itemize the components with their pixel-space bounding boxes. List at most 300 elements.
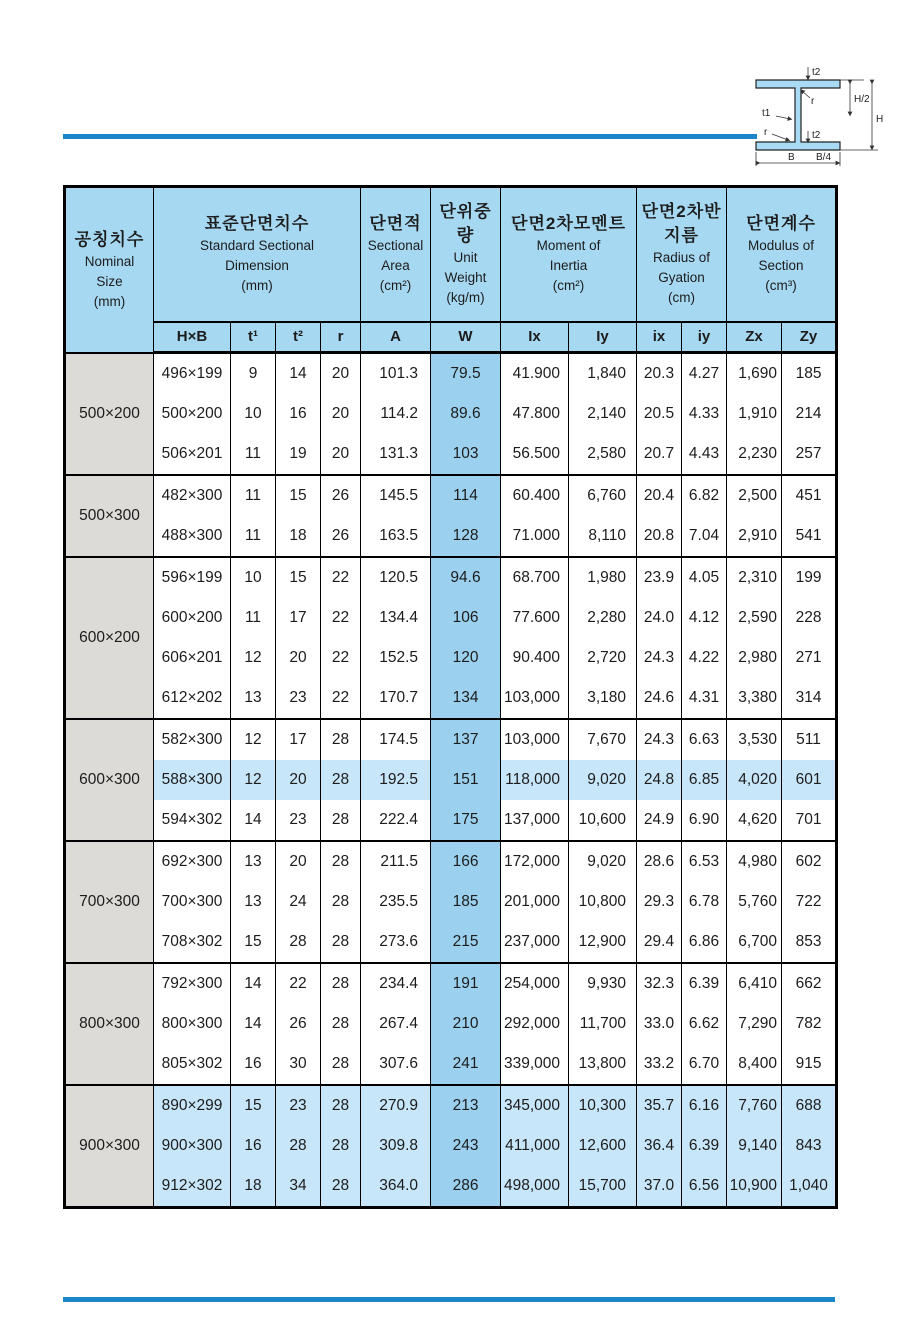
value-hb: 482×300 [161, 487, 223, 504]
value-irx: 29.4 [643, 933, 675, 950]
label-h-half: H/2 [854, 94, 870, 105]
value-t1: 12 [244, 731, 262, 748]
value-w: 210 [452, 1015, 479, 1032]
value-hb: 596×199 [161, 569, 223, 586]
value-imy: 9,930 [587, 975, 627, 992]
nominal-size-cell: 500×300 [65, 475, 154, 557]
label-b: B [788, 152, 795, 163]
value-iry: 6.39 [688, 1137, 720, 1154]
value-zx: 2,980 [738, 649, 778, 666]
nominal-size-cell: 600×300 [65, 719, 154, 841]
header-weight-en2: Weight [444, 270, 487, 286]
value-t1: 15 [244, 933, 262, 950]
value-imx: 41.900 [512, 365, 561, 382]
label-r-lower: r [764, 127, 768, 138]
value-imy: 2,280 [587, 609, 627, 626]
column-t2-cell [276, 353, 321, 476]
value-iry: 4.12 [688, 609, 720, 626]
value-w: 128 [452, 527, 479, 544]
value-r: 28 [331, 1055, 350, 1072]
group-row [65, 719, 837, 841]
header-radius-ko: 단면2차반지름 [641, 202, 722, 246]
value-imx: 118,000 [501, 760, 568, 800]
value-zx: 7,290 [738, 1015, 778, 1032]
label-t1: t1 [762, 108, 771, 119]
header-unit-weight [431, 187, 501, 322]
column-hb-cell [154, 475, 231, 557]
column-imx-cell [501, 1085, 569, 1208]
value-t1: 14 [244, 811, 262, 828]
column-iry-cell [682, 557, 727, 719]
value-imx: 56.500 [512, 445, 561, 462]
value-hb: 488×300 [161, 527, 223, 544]
value-zy: 602 [795, 853, 822, 870]
column-zy-cell [782, 557, 837, 719]
value-a: 222.4 [379, 811, 419, 828]
value-irx: 35.7 [643, 1097, 675, 1114]
value-imx: 201,000 [503, 893, 561, 910]
subheader-ix-radius: ix [637, 322, 682, 353]
value-imx: 411,000 [505, 1137, 561, 1154]
subheader-ix-moment: Ix [501, 322, 569, 353]
value-zx: 1,910 [738, 405, 778, 422]
value-zy: 662 [795, 975, 822, 992]
column-imx-cell [501, 557, 569, 719]
column-r-cell [321, 1085, 361, 1208]
header-area-en2: Area [381, 258, 410, 274]
column-zx-cell [727, 841, 782, 963]
nominal-size-cell: 500×200 [65, 353, 154, 476]
table-subheader-row [65, 322, 837, 353]
value-hb: 612×202 [161, 689, 223, 706]
value-zx: 1,690 [738, 365, 778, 382]
value-a: 364.0 [379, 1177, 419, 1194]
value-zy: 853 [795, 933, 822, 950]
value-zy: 688 [795, 1097, 822, 1114]
value-hb: 708×302 [161, 933, 223, 950]
column-t1-cell [231, 719, 276, 841]
value-zx: 4,020 [727, 760, 781, 800]
value-t2: 28 [289, 1137, 307, 1154]
column-iry-cell [682, 719, 727, 841]
column-a-cell [361, 841, 431, 963]
value-imy: 12,600 [578, 1137, 627, 1154]
column-irx-cell [637, 963, 682, 1085]
column-t2-cell [276, 475, 321, 557]
column-imy-cell [569, 719, 637, 841]
value-r: 26 [331, 487, 350, 504]
nominal-size-cell: 900×300 [65, 1085, 154, 1208]
column-zy-cell [782, 475, 837, 557]
group-row [65, 557, 837, 719]
value-a: 273.6 [379, 933, 419, 950]
value-a: 235.5 [379, 893, 419, 910]
value-imy: 2,580 [587, 445, 627, 462]
value-iry: 6.86 [688, 933, 720, 950]
column-a-cell [361, 963, 431, 1085]
column-t2-cell [276, 841, 321, 963]
value-hb: 912×302 [161, 1177, 223, 1194]
column-r-cell [321, 353, 361, 476]
value-w: 243 [452, 1137, 479, 1154]
column-hb-cell [154, 963, 231, 1085]
value-zy: 185 [795, 365, 822, 382]
value-hb: 594×302 [161, 811, 223, 828]
column-t1-cell [231, 353, 276, 476]
value-r: 20 [331, 445, 350, 462]
group-row [65, 475, 837, 557]
value-t2: 14 [289, 365, 307, 382]
value-a: 234.4 [379, 975, 419, 992]
value-irx: 24.6 [643, 689, 675, 706]
value-zy: 601 [782, 760, 835, 800]
value-imy: 10,600 [578, 811, 627, 828]
value-w: 213 [452, 1097, 479, 1114]
value-w: 215 [452, 933, 479, 950]
value-t2: 28 [289, 933, 307, 950]
value-r: 28 [331, 853, 350, 870]
value-t2: 30 [289, 1055, 307, 1072]
header-nominal-en2: Size [96, 273, 123, 289]
header-area-en1: Sectional [367, 238, 424, 254]
value-r: 22 [331, 569, 350, 586]
value-w: 103 [452, 445, 479, 462]
value-w: 185 [452, 893, 479, 910]
value-a: 309.8 [379, 1137, 419, 1154]
value-imx: 68.700 [512, 569, 561, 586]
column-imy-cell [569, 475, 637, 557]
header-dimension-en2: Dimension [225, 258, 289, 274]
value-hb: 792×300 [161, 975, 223, 992]
nominal-size-cell: 800×300 [65, 963, 154, 1085]
subheader-t1: t¹ [231, 322, 276, 353]
value-t2: 23 [289, 811, 307, 828]
column-a-cell [361, 475, 431, 557]
value-imx: 498,000 [503, 1177, 561, 1194]
value-iry: 4.22 [688, 649, 720, 666]
column-t2-cell [276, 963, 321, 1085]
value-hb: 606×201 [161, 649, 223, 666]
value-zy: 214 [795, 405, 822, 422]
value-irx: 24.0 [643, 609, 675, 626]
column-w-cell [431, 1085, 501, 1208]
column-r-cell [321, 557, 361, 719]
column-imy-cell [569, 353, 637, 476]
value-w: 191 [452, 975, 479, 992]
value-t2: 24 [289, 893, 307, 910]
header-dimension-unit: (mm) [241, 278, 273, 294]
header-inertia-ko: 단면2차모멘트 [511, 214, 627, 234]
value-a: 120.5 [379, 569, 419, 586]
value-zx: 2,500 [738, 487, 778, 504]
h-beam-section-diagram [746, 64, 886, 172]
value-hb: 500×200 [161, 405, 223, 422]
value-w: 286 [452, 1177, 479, 1194]
value-a: 101.3 [379, 365, 419, 382]
value-t2: 22 [289, 975, 307, 992]
header-sectional-area [361, 187, 431, 322]
value-r: 28 [331, 893, 350, 910]
value-a: 192.5 [361, 760, 430, 800]
value-irx: 23.9 [643, 569, 675, 586]
column-t2-cell [276, 557, 321, 719]
value-zx: 2,910 [738, 527, 778, 544]
value-imy: 2,720 [587, 649, 627, 666]
value-zx: 4,980 [738, 853, 778, 870]
value-irx: 20.4 [643, 487, 675, 504]
value-imx: 237,000 [503, 933, 561, 950]
value-iry: 6.90 [688, 811, 720, 828]
value-t1: 10 [244, 405, 262, 422]
header-radius-unit: (cm) [668, 290, 696, 306]
value-t1: 11 [244, 445, 262, 462]
value-zy: 1,040 [789, 1177, 828, 1194]
value-irx: 20.8 [643, 527, 675, 544]
column-imx-cell [501, 963, 569, 1085]
value-iry: 6.70 [688, 1055, 720, 1072]
subheader-hb: H×B [154, 322, 231, 353]
header-weight-unit: (kg/m) [446, 290, 485, 306]
value-zy: 541 [795, 527, 822, 544]
value-zy: 722 [795, 893, 822, 910]
value-iry: 6.78 [688, 893, 720, 910]
value-imx: 339,000 [503, 1055, 561, 1072]
column-imx-cell [501, 841, 569, 963]
subheader-iy-radius: iy [682, 322, 727, 353]
value-r: 22 [331, 609, 350, 626]
column-imy-cell [569, 1085, 637, 1208]
value-iry: 6.39 [688, 975, 720, 992]
column-iry-cell [682, 475, 727, 557]
value-imy: 8,110 [588, 527, 627, 544]
value-irx: 20.7 [643, 445, 675, 462]
value-t2: 15 [289, 487, 307, 504]
group-row [65, 841, 837, 963]
column-a-cell [361, 353, 431, 476]
value-w: 241 [452, 1055, 479, 1072]
value-t1: 18 [244, 1177, 262, 1194]
column-irx-cell [637, 841, 682, 963]
header-nominal-ko: 공칭치수 [74, 229, 145, 249]
column-irx-cell [637, 557, 682, 719]
column-a-cell [361, 719, 431, 841]
value-imx: 345,000 [503, 1097, 561, 1114]
value-r: 26 [331, 527, 350, 544]
value-imx: 292,000 [503, 1015, 561, 1032]
h-beam-spec-table [63, 185, 838, 1209]
column-t1-cell [231, 841, 276, 963]
value-irx: 33.2 [643, 1055, 675, 1072]
value-r: 22 [331, 689, 350, 706]
value-t2: 26 [289, 1015, 307, 1032]
header-dimension-ko: 표준단면치수 [204, 214, 310, 234]
value-w: 137 [452, 731, 479, 748]
column-a-cell [361, 1085, 431, 1208]
value-zy: 228 [795, 609, 822, 626]
column-w-cell [431, 719, 501, 841]
header-weight-en1: Unit [453, 250, 478, 266]
value-t1: 12 [244, 649, 262, 666]
value-zx: 7,760 [738, 1097, 778, 1114]
group-row [65, 963, 837, 1085]
column-zx-cell [727, 475, 782, 557]
value-hb: 582×300 [161, 731, 223, 748]
value-t2: 23 [289, 1097, 307, 1114]
value-iry: 6.56 [688, 1177, 720, 1194]
column-w-cell [431, 841, 501, 963]
column-w-cell [431, 557, 501, 719]
subheader-iy-moment: Iy [569, 322, 637, 353]
value-iry: 6.62 [688, 1015, 720, 1032]
column-t2-cell [276, 719, 321, 841]
column-imy-cell [569, 841, 637, 963]
column-r-cell [321, 841, 361, 963]
value-zy: 314 [795, 689, 822, 706]
column-zy-cell [782, 719, 837, 841]
header-modulus-unit: (cm³) [765, 278, 797, 294]
column-w-cell [431, 353, 501, 476]
value-w: 134 [452, 689, 479, 706]
value-t2: 18 [289, 527, 307, 544]
value-hb: 900×300 [161, 1137, 223, 1154]
value-a: 170.7 [379, 689, 419, 706]
column-hb-cell [154, 1085, 231, 1208]
value-r: 28 [321, 760, 360, 800]
column-r-cell [321, 963, 361, 1085]
column-zy-cell [782, 1085, 837, 1208]
value-imy: 12,900 [578, 933, 627, 950]
value-zx: 3,530 [738, 731, 778, 748]
value-r: 28 [331, 1097, 350, 1114]
value-r: 28 [331, 975, 350, 992]
label-b-quarter: B/4 [816, 152, 832, 163]
value-zx: 3,380 [738, 689, 778, 706]
value-imx: 103,000 [503, 689, 561, 706]
value-t2: 17 [289, 609, 307, 626]
value-imy: 13,800 [578, 1055, 627, 1072]
value-imy: 11,700 [579, 1015, 627, 1032]
value-hb: 600×200 [161, 609, 223, 626]
value-r: 28 [331, 731, 350, 748]
value-a: 114.2 [380, 405, 419, 422]
column-iry-cell [682, 353, 727, 476]
column-r-cell [321, 719, 361, 841]
value-a: 163.5 [379, 527, 419, 544]
label-t2-bottom: t2 [812, 130, 821, 141]
value-t2: 20 [289, 853, 307, 870]
column-hb-cell [154, 353, 231, 476]
value-a: 267.4 [379, 1015, 419, 1032]
column-t1-cell [231, 557, 276, 719]
column-imx-cell [501, 353, 569, 476]
value-iry: 6.82 [688, 487, 720, 504]
value-a: 145.5 [379, 487, 419, 504]
value-t2: 34 [289, 1177, 307, 1194]
value-w: 151 [452, 771, 479, 788]
header-modulus-of-section [727, 187, 837, 322]
header-nominal-en1: Nominal [84, 253, 135, 269]
value-t2: 17 [289, 731, 307, 748]
value-zy: 701 [795, 811, 822, 828]
value-r: 20 [331, 405, 350, 422]
value-imx: 172,000 [503, 853, 561, 870]
value-irx: 36.4 [643, 1137, 675, 1154]
column-imx-cell [501, 475, 569, 557]
value-imx: 47.800 [512, 405, 561, 422]
column-hb-cell [154, 841, 231, 963]
value-t1: 13 [244, 853, 262, 870]
value-t1: 14 [244, 975, 262, 992]
column-t1-cell [231, 1085, 276, 1208]
subheader-zy: Zy [782, 322, 837, 353]
value-imy: 10,300 [578, 1097, 627, 1114]
top-divider-rule [63, 134, 757, 139]
value-hb: 692×300 [161, 853, 223, 870]
header-inertia-en2: Inertia [549, 258, 588, 274]
table-header [65, 187, 837, 353]
value-iry: 6.53 [688, 853, 720, 870]
value-irx: 24.3 [643, 731, 675, 748]
value-r: 28 [331, 1137, 350, 1154]
column-imy-cell [569, 963, 637, 1085]
column-irx-cell [637, 353, 682, 476]
nominal-size-cell: 600×200 [65, 557, 154, 719]
value-t1: 16 [244, 1055, 262, 1072]
label-t2-top: t2 [812, 67, 821, 78]
value-t1: 10 [244, 569, 262, 586]
value-t1: 13 [244, 689, 262, 706]
header-inertia-unit: (cm²) [552, 278, 585, 294]
value-t1: 11 [244, 487, 262, 504]
column-irx-cell [637, 1085, 682, 1208]
value-imy: 1,980 [587, 569, 627, 586]
value-t1: 14 [244, 1015, 262, 1032]
header-modulus-ko: 단면계수 [746, 214, 816, 234]
column-imy-cell [569, 557, 637, 719]
table-body [65, 353, 837, 1208]
nominal-size-cell: 700×300 [65, 841, 154, 963]
value-zx: 9,140 [738, 1137, 778, 1154]
header-standard-dimension [154, 187, 361, 322]
value-hb: 890×299 [161, 1097, 223, 1114]
value-t2: 19 [289, 445, 307, 462]
value-t2: 15 [289, 569, 307, 586]
group-row [65, 353, 837, 476]
header-area-ko: 단면적 [369, 214, 422, 234]
column-zx-cell [727, 1085, 782, 1208]
value-hb: 800×300 [161, 1015, 223, 1032]
column-irx-cell [637, 475, 682, 557]
column-a-cell [361, 557, 431, 719]
value-r: 20 [331, 365, 350, 382]
value-a: 270.9 [379, 1097, 419, 1114]
value-zy: 843 [795, 1137, 822, 1154]
value-w: 114 [453, 487, 478, 504]
value-t2: 20 [276, 760, 320, 800]
column-zx-cell [727, 557, 782, 719]
value-r: 28 [331, 933, 350, 950]
column-imx-cell [501, 719, 569, 841]
value-imy: 9,020 [569, 760, 636, 800]
value-iry: 7.04 [688, 527, 720, 544]
header-modulus-en1: Modulus of [748, 238, 815, 254]
value-zx: 4,620 [738, 811, 778, 828]
value-w: 166 [452, 853, 479, 870]
value-hb: 805×302 [161, 1055, 223, 1072]
value-zy: 199 [795, 569, 822, 586]
column-iry-cell [682, 841, 727, 963]
column-hb-cell [154, 719, 231, 841]
